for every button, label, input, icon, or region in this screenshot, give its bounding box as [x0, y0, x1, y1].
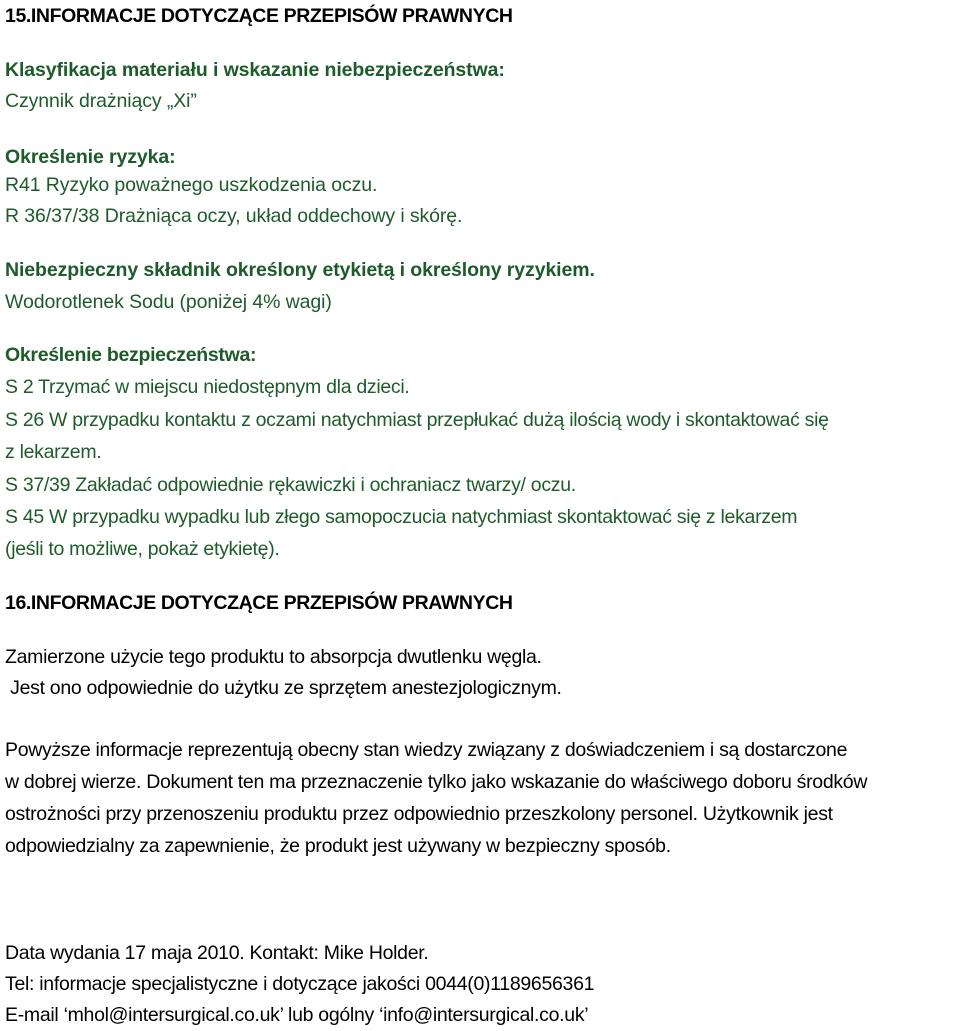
disclaimer-line-1: Powyższe informacje reprezentują obecny stan wiedzy związany z doświadczeniem i są dostarczone	[5, 739, 848, 761]
disclaimer-line-2: w dobrej wierze. Dokument ten ma przeznaczenie tylko jako wskazanie do właściwego doboru środków	[5, 771, 868, 793]
contact-email: E-mail ‘mhol@intersurgical.co.uk’ lub ogólny ‘info@intersurgical.co.uk’	[5, 1004, 589, 1026]
risk-phrase-r41: R41 Ryzyko poważnego uszkodzenia oczu.	[5, 174, 378, 196]
safety-phrase-s45: S 45 W przypadku wypadku lub złego samopoczucia natychmiast skontaktować się z lekarzem	[5, 506, 798, 528]
section-16-heading: 16.INFORMACJE DOTYCZĄCE PRZEPISÓW PRAWNYCH	[5, 592, 513, 614]
issue-date: Data wydania 17 maja 2010. Kontakt: Mike Holder.	[5, 942, 429, 964]
classification-value: Czynnik drażniący „Xi”	[5, 90, 197, 112]
risk-phrase-r36-37-38: R 36/37/38 Drażniąca oczy, układ oddechowy i skórę.	[5, 205, 463, 227]
disclaimer-line-4: odpowiedzialny za zapewnienie, że produkt jest używany w bezpieczny sposób.	[5, 835, 671, 857]
risk-label: Określenie ryzyka:	[5, 146, 176, 168]
hazard-value: Wodorotlenek Sodu (poniżej 4% wagi)	[5, 291, 332, 313]
section-15-heading: 15.INFORMACJE DOTYCZĄCE PRZEPISÓW PRAWNYCH	[5, 5, 513, 27]
disclaimer-line-3: ostrożności przy przenoszeniu produktu przez odpowiednio przeszkolony personel. Użytkownik jest	[5, 803, 833, 825]
safety-phrase-s2: S 2 Trzymać w miejscu niedostępnym dla dzieci.	[5, 376, 410, 398]
intended-use-line-1: Zamierzone użycie tego produktu to absorpcja dwutlenku węgla.	[5, 646, 542, 668]
safety-phrase-s37-39: S 37/39 Zakładać odpowiednie rękawiczki i ochraniacz twarzy/ oczu.	[5, 474, 576, 496]
hazard-label: Niebezpieczny składnik określony etykietą i określony ryzykiem.	[5, 259, 595, 281]
safety-phrase-s26-cont: z lekarzem.	[5, 441, 102, 463]
safety-phrase-s45-cont: (jeśli to możliwe, pokaż etykietę).	[5, 538, 280, 560]
contact-telephone: Tel: informacje specjalistyczne i dotyczące jakości 0044(0)1189656361	[5, 973, 595, 995]
safety-label: Określenie bezpieczeństwa:	[5, 344, 257, 366]
classification-label: Klasyfikacja materiału i wskazanie niebezpieczeństwa:	[5, 59, 505, 81]
intended-use-line-2: Jest ono odpowiednie do użytku ze sprzętem anestezjologicznym.	[5, 677, 562, 699]
safety-phrase-s26: S 26 W przypadku kontaktu z oczami natychmiast przepłukać dużą ilością wody i skontaktować się	[5, 409, 829, 431]
